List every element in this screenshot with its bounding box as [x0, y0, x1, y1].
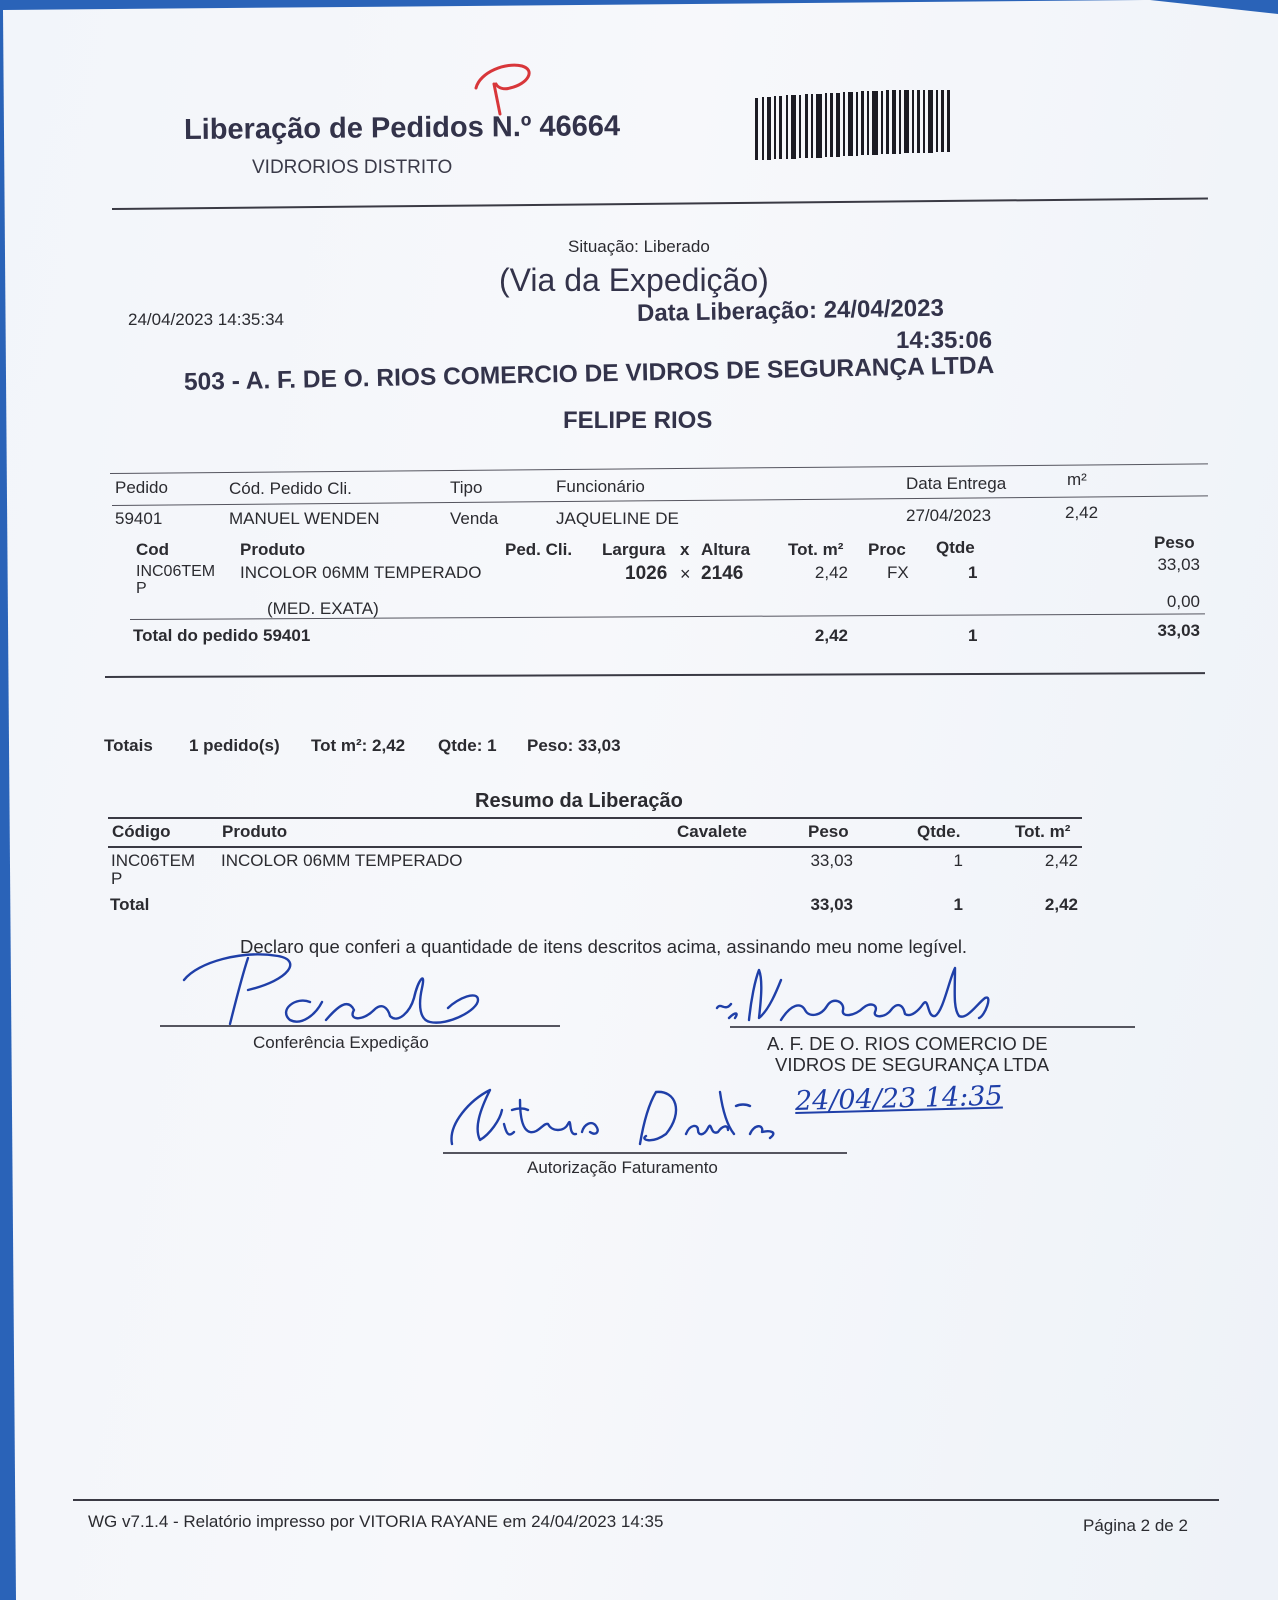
summary-produto: INCOLOR 06MM TEMPERADO — [221, 851, 463, 870]
handwritten-date: 24/04/23 14:35 — [794, 1080, 1003, 1117]
footer-printed-by: WG v7.1.4 - Relatório impresso por VITORIA RAYANE em 24/04/2023 14:35 — [88, 1512, 664, 1531]
summary-codigo: INC06TEM — [111, 851, 196, 870]
order-m2: 2,42 — [1065, 503, 1099, 522]
item-cod-cont: P — [136, 580, 147, 597]
via-label: (Via da Expedição) — [499, 262, 769, 298]
signature-label-conferencia: Conferência Expedição — [253, 1033, 429, 1052]
order-total-peso: 33,03 — [1157, 621, 1200, 640]
item-tot-m2: 2,42 — [814, 563, 848, 582]
footer-rule — [73, 1499, 1219, 1501]
barcode — [755, 90, 951, 162]
company-name: VIDRORIOS DISTRITO — [252, 157, 453, 178]
item-col-cod: Cod — [136, 540, 170, 559]
totals-label: Totais — [104, 736, 153, 755]
col-pedido: Pedido — [115, 478, 168, 497]
employee: JAQUELINE DE — [556, 509, 679, 528]
totals-peso: Peso: 33,03 — [527, 736, 621, 755]
signature-conferencia — [178, 950, 508, 1032]
summary-col-produto: Produto — [222, 822, 288, 841]
item-altura: 2146 — [701, 563, 744, 584]
item-qtde: 1 — [968, 563, 978, 582]
col-m2: m² — [1067, 470, 1087, 489]
signature-line-autorizacao — [443, 1152, 847, 1154]
item-peso-extra: 0,00 — [1166, 592, 1200, 611]
item-col-proc: Proc — [868, 540, 906, 559]
item-largura: 1026 — [625, 563, 668, 584]
status-line: Situação: Liberado — [568, 237, 710, 256]
order-number: 59401 — [115, 509, 163, 528]
order-total-m2: 2,42 — [814, 626, 848, 645]
document-title: Liberação de Pedidos N.º 46664 — [183, 110, 621, 146]
item-col-tot-m2: Tot. m² — [788, 540, 844, 559]
summary-total-peso: 33,03 — [810, 895, 853, 914]
col-cod-pedido-cli: Cód. Pedido Cli. — [229, 479, 352, 498]
summary-total-tot-m2: 2,42 — [1044, 895, 1078, 914]
col-funcionario: Funcionário — [556, 477, 645, 496]
declaration-text: Declaro que conferi a quantidade de itens descritos acima, assinando meu nome legível. — [240, 936, 968, 957]
summary-codigo-cont: P — [111, 869, 123, 888]
client-contact: FELIPE RIOS — [563, 407, 713, 434]
summary-col-qtde: Qtde. — [917, 822, 961, 841]
signature-client — [715, 960, 1015, 1030]
summary-col-codigo: Código — [112, 822, 171, 841]
item-col-x: x — [680, 540, 690, 559]
signature-client-name-line2: VIDROS DE SEGURANÇA LTDA — [775, 1054, 1050, 1075]
summary-peso: 33,03 — [810, 851, 853, 870]
release-date: Data Liberação: 24/04/2023 — [636, 294, 945, 327]
signature-line-client — [730, 1026, 1135, 1028]
order-total-label: Total do pedido 59401 — [133, 626, 311, 645]
item-peso: 33,03 — [1157, 555, 1200, 574]
order-type: Venda — [450, 509, 499, 528]
summary-title: Resumo da Liberação — [475, 790, 683, 812]
totals-orders: 1 pedido(s) — [189, 736, 280, 755]
col-data-entrega: Data Entrega — [906, 474, 1007, 493]
item-proc: FX — [887, 563, 909, 582]
item-observation: (MED. EXATA) — [267, 599, 379, 618]
item-col-ped-cli: Ped. Cli. — [505, 540, 573, 559]
signature-label-autorizacao: Autorização Faturamento — [527, 1158, 718, 1177]
totals-m2: Tot m²: 2,42 — [311, 736, 406, 755]
signature-line-conferencia — [160, 1025, 560, 1027]
signature-autorizacao — [440, 1080, 780, 1155]
item-col-altura: Altura — [701, 540, 751, 559]
summary-qtde: 1 — [953, 851, 963, 870]
totals-qtde: Qtde: 1 — [438, 736, 497, 755]
item-col-largura: Largura — [602, 540, 666, 559]
item-produto: INCOLOR 06MM TEMPERADO — [240, 563, 482, 582]
item-col-produto: Produto — [240, 540, 306, 559]
delivery-date: 27/04/2023 — [906, 506, 992, 525]
item-col-peso: Peso — [1154, 533, 1195, 552]
order-total-qtde: 1 — [968, 626, 978, 645]
release-time: 14:35:06 — [896, 327, 993, 354]
item-col-qtde: Qtde — [936, 538, 975, 557]
summary-col-peso: Peso — [808, 822, 849, 841]
col-tipo: Tipo — [450, 478, 483, 497]
client-order-code: MANUEL WENDEN — [229, 509, 380, 528]
summary-col-cavalete: Cavalete — [677, 822, 747, 841]
summary-header-rule — [108, 846, 1082, 848]
item-cod: INC06TEM — [136, 563, 216, 580]
summary-total-label: Total — [110, 895, 150, 914]
client-name: 503 - A. F. DE O. RIOS COMERCIO DE VIDROS DE SEGURANÇA LTDA — [183, 352, 995, 396]
print-datetime: 24/04/2023 14:35:34 — [128, 310, 284, 329]
signature-client-name-line1: A. F. DE O. RIOS COMERCIO DE — [767, 1033, 1048, 1054]
summary-tot-m2: 2,42 — [1044, 851, 1078, 870]
summary-top-rule — [108, 817, 1082, 819]
footer-page-number: Página 2 de 2 — [1083, 1516, 1188, 1535]
item-x: × — [680, 564, 691, 584]
summary-col-tot-m2: Tot. m² — [1015, 822, 1071, 841]
summary-total-qtde: 1 — [953, 895, 963, 914]
